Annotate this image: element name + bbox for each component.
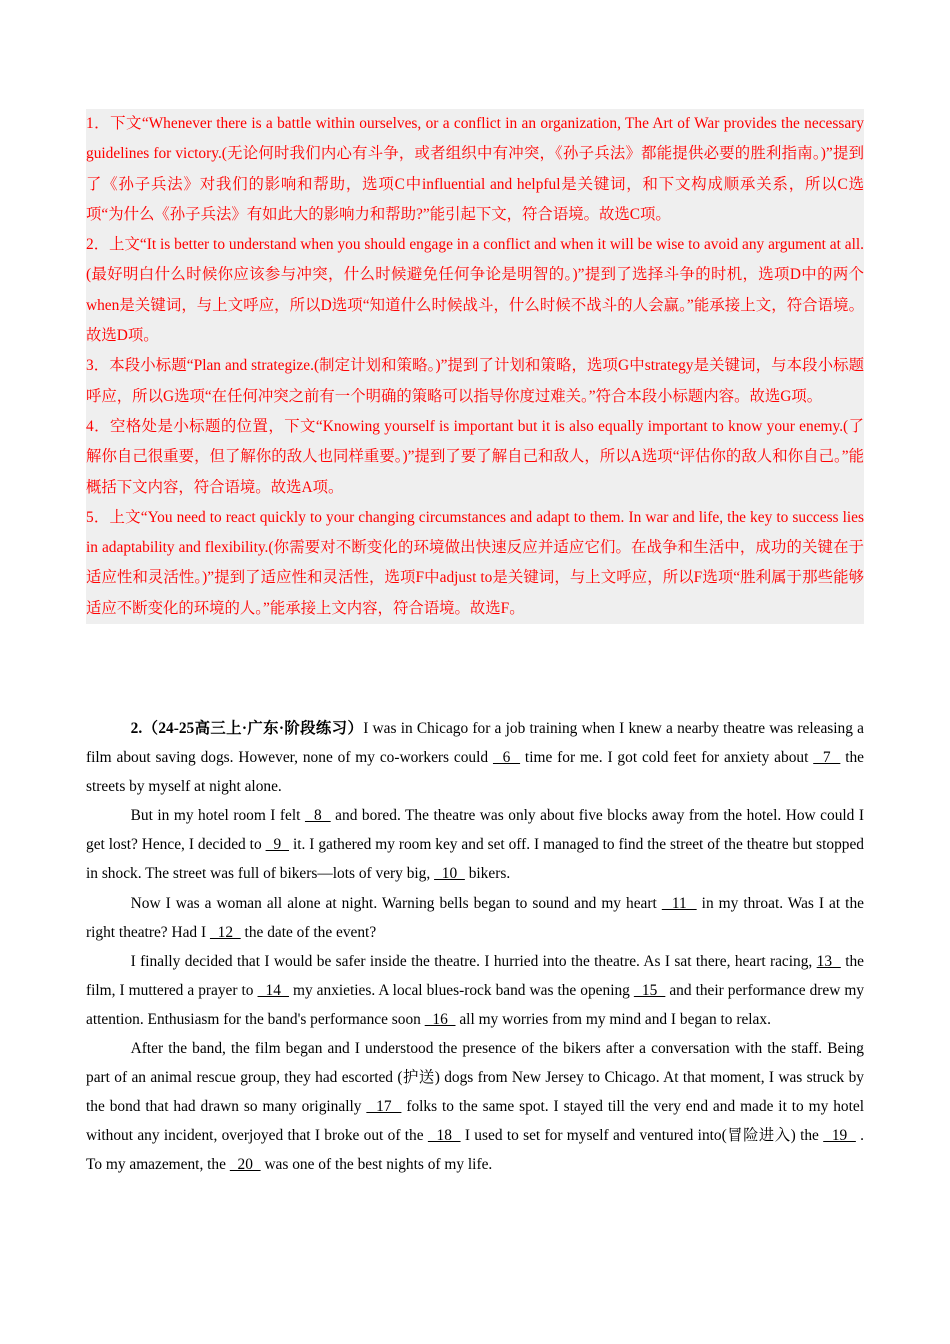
- blank-12: 12: [209, 923, 241, 941]
- passage-paragraph-4: I finally decided that I would be safer inside the theatre. I hurried into the theatre. As I sat there, heart racing, 13 the film, I muttered a prayer to 14 my anxieties. A local blues-rock band was the opening 15 and their performance drew my attention. Enthusiasm for the band's performance soon 16 all my worries from my mind and I began to relax.: [86, 952, 865, 1028]
- blank-13: 13: [816, 952, 841, 970]
- question-heading: 2.（24-25高三上·广东·阶段练习）: [130, 720, 364, 737]
- passage-paragraph-3: Now I was a woman all alone at night. Warning bells began to sound and my heart 11 in my throat. Was I at the right theatre? Had I 12 the date of the event?: [86, 894, 864, 941]
- blank-6: 6: [492, 749, 521, 767]
- passage-paragraph-2: But in my hotel room I felt 8 and bored. The theatre was only about five blocks away from the hotel. How could I get lost? Hence, I decided to 9 it. I gathered my room key and set off. I managed to find the street of the theatre but stopped in shock. The street was full of bikers—lots of very big, 10 bikers.: [86, 807, 864, 883]
- answer-explanations: [86, 109, 864, 624]
- blank-9: 9: [265, 836, 290, 854]
- explanation-3: 3．本段小标题“Plan and strategize.(制定计划和策略。)”提到了计划和策略，选项G中strategy是关键词，与本段小标题呼应，所以G选项“在任何冲突之前有一个明确的策略可以指导你度过难关。”符合本段小标题内容。故选G项。: [86, 357, 864, 405]
- passage-paragraph-1: 2.（24-25高三上·广东·阶段练习）I was in Chicago for a job training when I knew a nearby theatre was releasing a film about saving dogs. However, none of my co-workers could 6 time for me. I got cold feet for anxiety about 7 the streets by myself at night alone.: [86, 720, 865, 796]
- blank-15: 15: [633, 981, 666, 999]
- cloze-passage: [86, 714, 864, 1180]
- explanation-4: 4．空格处是小标题的位置，下文“Knowing yourself is important but it is also equally important to know your enemy.(了解你自己很重要，但了解你的敌人也同样重要。)”提到了要了解自己和敌人，所以A选项“评估你的敌人和你自己。”能概括下文内容，符合语境。故选A项。: [86, 417, 864, 496]
- blank-8: 8: [304, 807, 331, 825]
- passage-paragraph-5: After the band, the film began and I understood the presence of the bikers after a conversation with the staff. Being part of an animal rescue group, they had escorted (护送) dogs from New Jersey to Chicago. At that moment, I was struck by the bond that had drawn so many originally 17 folks to the same spot. I stayed till the very end and made it to my hotel without any incident, overjoyed that I broke out of the 18 I used to set for myself and ventured into(冒险进入) the 19 . To my amazement, the 20 was one of the best nights of my life.: [86, 1040, 865, 1174]
- blank-11: 11: [661, 894, 697, 912]
- blank-19: 19: [823, 1127, 856, 1145]
- blank-10: 10: [434, 865, 465, 883]
- blank-17: 17: [366, 1098, 402, 1116]
- explanation-1: 1．下文“Whenever there is a battle within ourselves, or a conflict in an organization, The Art of War provides the necessary guidelines for victory.(无论何时我们内心有斗争，或者组织中有冲突，《孙子兵法》都能提供必要的胜利指南。)”提到了《孙子兵法》对我们的影响和帮助，选项C中influential and helpful是关键词，和下文构成顺承关系，所以C选项“为什么《孙子兵法》有如此大的影响力和帮助?”能引起下文，符合语境。故选C项。: [86, 115, 864, 223]
- blank-18: 18: [427, 1127, 461, 1145]
- explanation-2: 2．上文“It is better to understand when you should engage in a conflict and when it will be wise to avoid any argument at all.(最好明白什么时候你应该参与冲突，什么时候避免任何争论是明智的。)”提到了选择斗争的时机，选项D中的两个when是关键词，与上文呼应，所以D选项“知道什么时候战斗，什么时候不战斗的人会赢。”能承接上文，符合语境。故选D项。: [86, 236, 864, 345]
- blank-7: 7: [813, 749, 841, 767]
- blank-16: 16: [424, 1010, 456, 1028]
- blank-14: 14: [257, 981, 289, 999]
- explanation-5: 5．上文“You need to react quickly to your changing circumstances and adapt to them. In war and life, the key to success lies in adaptability and flexibility.(你需要对不断变化的环境做出快速反应并适应它们。在战争和生活中，成功的关键在于适应性和灵活性。)”提到了适应性和灵活性，选项F中adjust to是关键词，与上文呼应，所以F选项“胜利属于那些能够适应不断变化的环境的人。”能承接上文内容，符合语境。故选F。: [86, 508, 864, 617]
- blank-20: 20: [229, 1156, 261, 1174]
